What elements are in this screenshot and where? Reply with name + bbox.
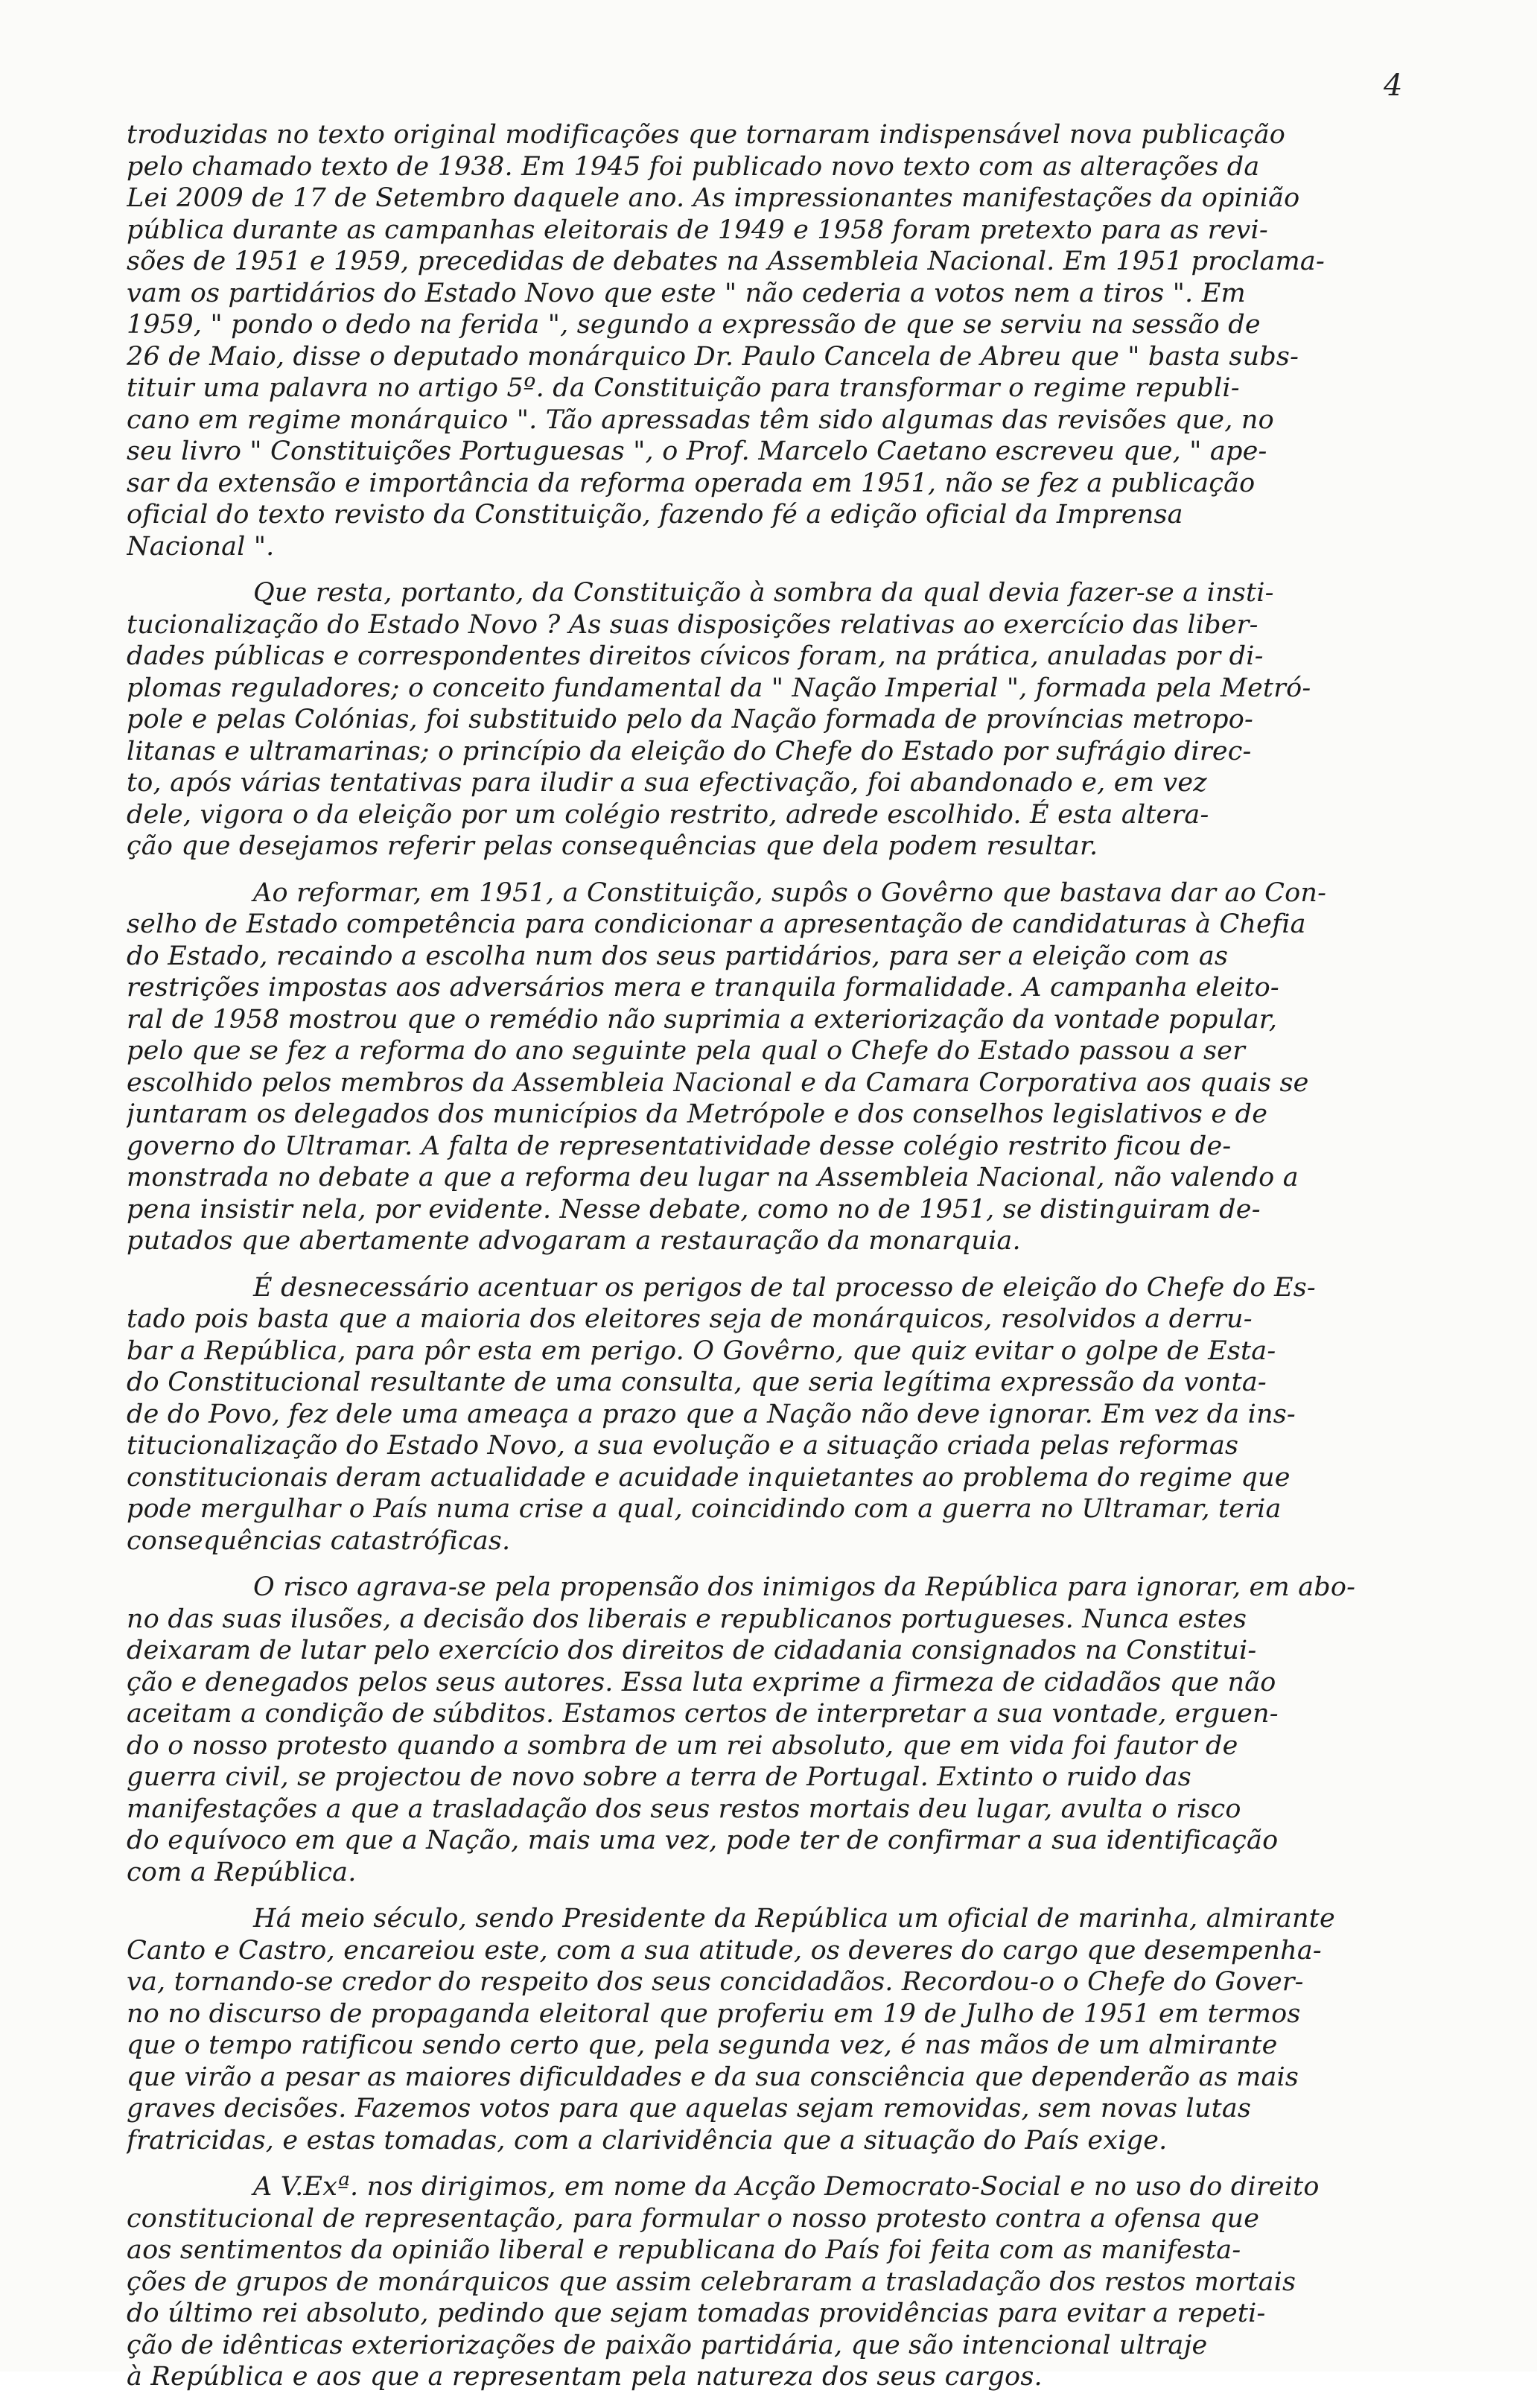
text-line: monstrada no debate a que a reforma deu lugar na Assembleia Nacional, não valendo a <box>127 1163 1299 1192</box>
text-line: consequências catastróficas. <box>127 1525 511 1556</box>
text-line: Nacional ". <box>127 531 275 562</box>
text-line: bar a República, para pôr esta em perigo. O Govêrno, que quiz evitar o golpe de Esta- <box>127 1335 1276 1366</box>
text-line: ção de idênticas exteriorizações de paixão partidária, que são intencional ultraje <box>127 2330 1208 2360</box>
text-line: Canto e Castro, encareiou este, com a sua atitude, os deveres do cargo que desempenha- <box>127 1935 1322 1966</box>
text-line: pena insistir nela, por evidente. Nesse debate, como no de 1951, se distinguiram de- <box>127 1194 1261 1224</box>
text-line: ção e denegados pelos seus autores. Essa luta exprime a firmeza de cidadãos que não <box>127 1667 1276 1697</box>
text-line: deixaram de lutar pelo exercício dos direitos de cidadania consignados na Constitui- <box>127 1636 1257 1665</box>
text-line: to, após várias tentativas para iludir a sua efectivação, foi abandonado e, em vez <box>127 768 1207 798</box>
text-line: troduzidas no texto original modificações que tornaram indispensável nova publicação <box>127 120 1286 150</box>
text-line: Lei 2009 de 17 de Setembro daquele ano. As impressionantes manifestações da opinião <box>127 183 1300 213</box>
text-line: aceitam a condição de súbditos. Estamos certos de interpretar a sua vontade, erguen- <box>127 1699 1279 1729</box>
text-line: sões de 1951 e 1959, precedidas de debates na Assembleia Nacional. Em 1951 proclama- <box>127 247 1326 276</box>
text-line: juntaram os delegados dos municípios da Metrópole e dos conselhos legislativos e de <box>127 1099 1268 1129</box>
text-line: pública durante as campanhas eleitorais de 1949 e 1958 foram pretexto para as revi- <box>127 215 1268 245</box>
text-line: do último rei absoluto, pedindo que sejam tomadas providências para evitar a repeti- <box>127 2299 1266 2328</box>
text-line: do equívoco em que a Nação, mais uma vez, pode ter de confirmar a sua identificação <box>127 1826 1279 1855</box>
text-line: É desnecessário acentuar os perigos de tal processo de eleição do Chefe do Es- <box>253 1272 1316 1303</box>
text-line: com a República. <box>127 1857 357 1887</box>
text-line: titucionalização do Estado Novo, a sua evolução e a situação criada pelas reformas <box>127 1431 1239 1461</box>
text-line: tado pois basta que a maioria dos eleitores seja de monárquicos, resolvidos a derru- <box>127 1304 1253 1334</box>
text-line: que o tempo ratificou sendo certo que, pela segunda vez, é nas mãos de um almirante <box>127 2030 1278 2060</box>
text-line: Há meio século, sendo Presidente da República um oficial de marinha, almirante <box>253 1904 1335 1934</box>
text-line: A V.Exª. nos dirigimos, em nome da Acção Democrato-Social e no uso do direito <box>253 2172 1320 2202</box>
paragraph <box>127 2171 1467 2393</box>
text-line: cano em regime monárquico ". Tão apressadas têm sido algumas das revisões que, no <box>127 404 1274 435</box>
text-line: pode mergulhar o País numa crise a qual, coincidindo com a guerra no Ultramar, teria <box>127 1494 1282 1524</box>
text-line: 26 de Maio, disse o deputado monárquico Dr. Paulo Cancela de Abreu que " basta subs- <box>127 341 1299 372</box>
text-line: Ao reformar, em 1951, a Constituição, supôs o Govêrno que bastava dar ao Con- <box>253 877 1327 908</box>
text-line: oficial do texto revisto da Constituição, fazendo fé a edição oficial da Imprensa <box>127 500 1183 530</box>
text-line: constitucionais deram actualidade e acuidade inquietantes ao problema do regime que <box>127 1462 1291 1493</box>
text-line: ções de grupos de monárquicos que assim celebraram a trasladação dos restos mortais <box>127 2266 1296 2297</box>
text-line: à República e aos que a representam pela natureza dos seus cargos. <box>127 2362 1043 2392</box>
text-line: graves decisões. Fazemos votos para que aquelas sejam removidas, sem novas lutas <box>127 2094 1252 2123</box>
text-line: do o nosso protesto quando a sombra de um rei absoluto, que em vida foi fautor de <box>127 1730 1238 1761</box>
text-line: selho de Estado competência para condicionar a apresentação de candidaturas à Chefia <box>127 909 1306 939</box>
text-line: seu livro " Constituições Portuguesas ", o Prof. Marcelo Caetano escreveu que, " ape- <box>127 436 1267 466</box>
text-line: manifestações a que a trasladação dos seus restos mortais deu lugar, avulta o risco <box>127 1794 1241 1824</box>
text-line: do Estado, recaindo a escolha num dos seus partidários, para ser a eleição com as <box>127 941 1229 971</box>
paragraph <box>127 1903 1467 2156</box>
paragraph <box>127 577 1467 863</box>
text-line: fratricidas, e estas tomadas, com a clarividência que a situação do País exige. <box>127 2125 1168 2156</box>
text-line: putados que abertamente advogaram a restauração da monarquia. <box>127 1226 1021 1256</box>
text-line: ral de 1958 mostrou que o remédio não suprimia a exteriorização da vontade popular, <box>127 1004 1278 1035</box>
text-line: Que resta, portanto, da Constituição à sombra da qual devia fazer-se a insti- <box>253 578 1274 608</box>
paragraph <box>127 1572 1467 1888</box>
page-number: 4 <box>1384 69 1403 103</box>
text-line: 1959, " pondo o dedo na ferida ", segundo a expressão de que se serviu na sessão de <box>127 310 1261 340</box>
text-line: vam os partidários do Estado Novo que este " não cederia a votos nem a tiros ". Em <box>127 278 1246 308</box>
text-line: pelo chamado texto de 1938. Em 1945 foi publicado novo texto com as alterações da <box>127 151 1260 182</box>
text-line: guerra civil, se projectou de novo sobre a terra de Portugal. Extinto o ruido das <box>127 1762 1191 1792</box>
text-line: tucionalização do Estado Novo ? As suas disposições relativas ao exercício das liber- <box>127 609 1258 640</box>
paragraph <box>127 877 1467 1257</box>
paragraph <box>127 1272 1467 1557</box>
text-line: governo do Ultramar. A falta de representatividade desse colégio restrito ficou de- <box>127 1131 1232 1161</box>
text-line: ção que desejamos referir pelas consequências que dela podem resultar. <box>127 831 1098 861</box>
text-line: escolhido pelos membros da Assembleia Nacional e da Camara Corporativa aos quais se <box>127 1067 1309 1098</box>
text-line: pole e pelas Colónias, foi substituido pelo da Nação formada de províncias metropo- <box>127 705 1254 734</box>
text-line: dele, vigora o da eleição por um colégio restrito, adrede escolhido. É esta altera- <box>127 799 1209 830</box>
document-body <box>127 119 1467 2408</box>
text-line: no das suas ilusões, a decisão dos liberais e republicanos portugueses. Nunca estes <box>127 1604 1247 1634</box>
text-line: tituir uma palavra no artigo 5º. da Constituição para transformar o regime republi- <box>127 373 1240 403</box>
text-line: no no discurso de propaganda eleitoral que proferiu em 19 de Julho de 1951 em termos <box>127 1998 1301 2029</box>
text-line: sar da extensão e importância da reforma operada em 1951, não se fez a publicação <box>127 468 1256 498</box>
text-line: de do Povo, fez dele uma ameaça a prazo que a Nação não deve ignorar. Em vez da ins- <box>127 1399 1296 1429</box>
text-line: que virão a pesar as maiores dificuldades e da sua consciência que dependerão as mais <box>127 2062 1299 2092</box>
text-line: litanas e ultramarinas; o princípio da eleição do Chefe do Estado por sufrágio direc- <box>127 736 1252 766</box>
text-line: constitucional de representação, para formular o nosso protesto contra a ofensa que <box>127 2203 1260 2234</box>
text-line: do Constitucional resultante de uma consulta, que seria legítima expressão da vonta- <box>127 1367 1267 1397</box>
text-line: plomas reguladores; o conceito fundamental da " Nação Imperial ", formada pela Metró- <box>127 673 1311 703</box>
text-line: O risco agrava-se pela propensão dos inimigos da República para ignorar, em abo- <box>253 1572 1356 1602</box>
text-line: dades públicas e correspondentes direitos cívicos foram, na prática, anuladas por di- <box>127 641 1264 671</box>
text-line: restrições impostas aos adversários mera e tranquila formalidade. A campanha eleito- <box>127 973 1279 1003</box>
text-line: va, tornando-se credor do respeito dos seus concidadãos. Recordou-o o Chefe do Gover- <box>127 1967 1304 1997</box>
paragraph <box>127 119 1467 562</box>
text-line: pelo que se fez a reforma do ano seguinte pela qual o Chefe do Estado passou a ser <box>127 1036 1246 1066</box>
text-line: aos sentimentos da opinião liberal e republicana do País foi feita com as manifesta- <box>127 2235 1241 2265</box>
